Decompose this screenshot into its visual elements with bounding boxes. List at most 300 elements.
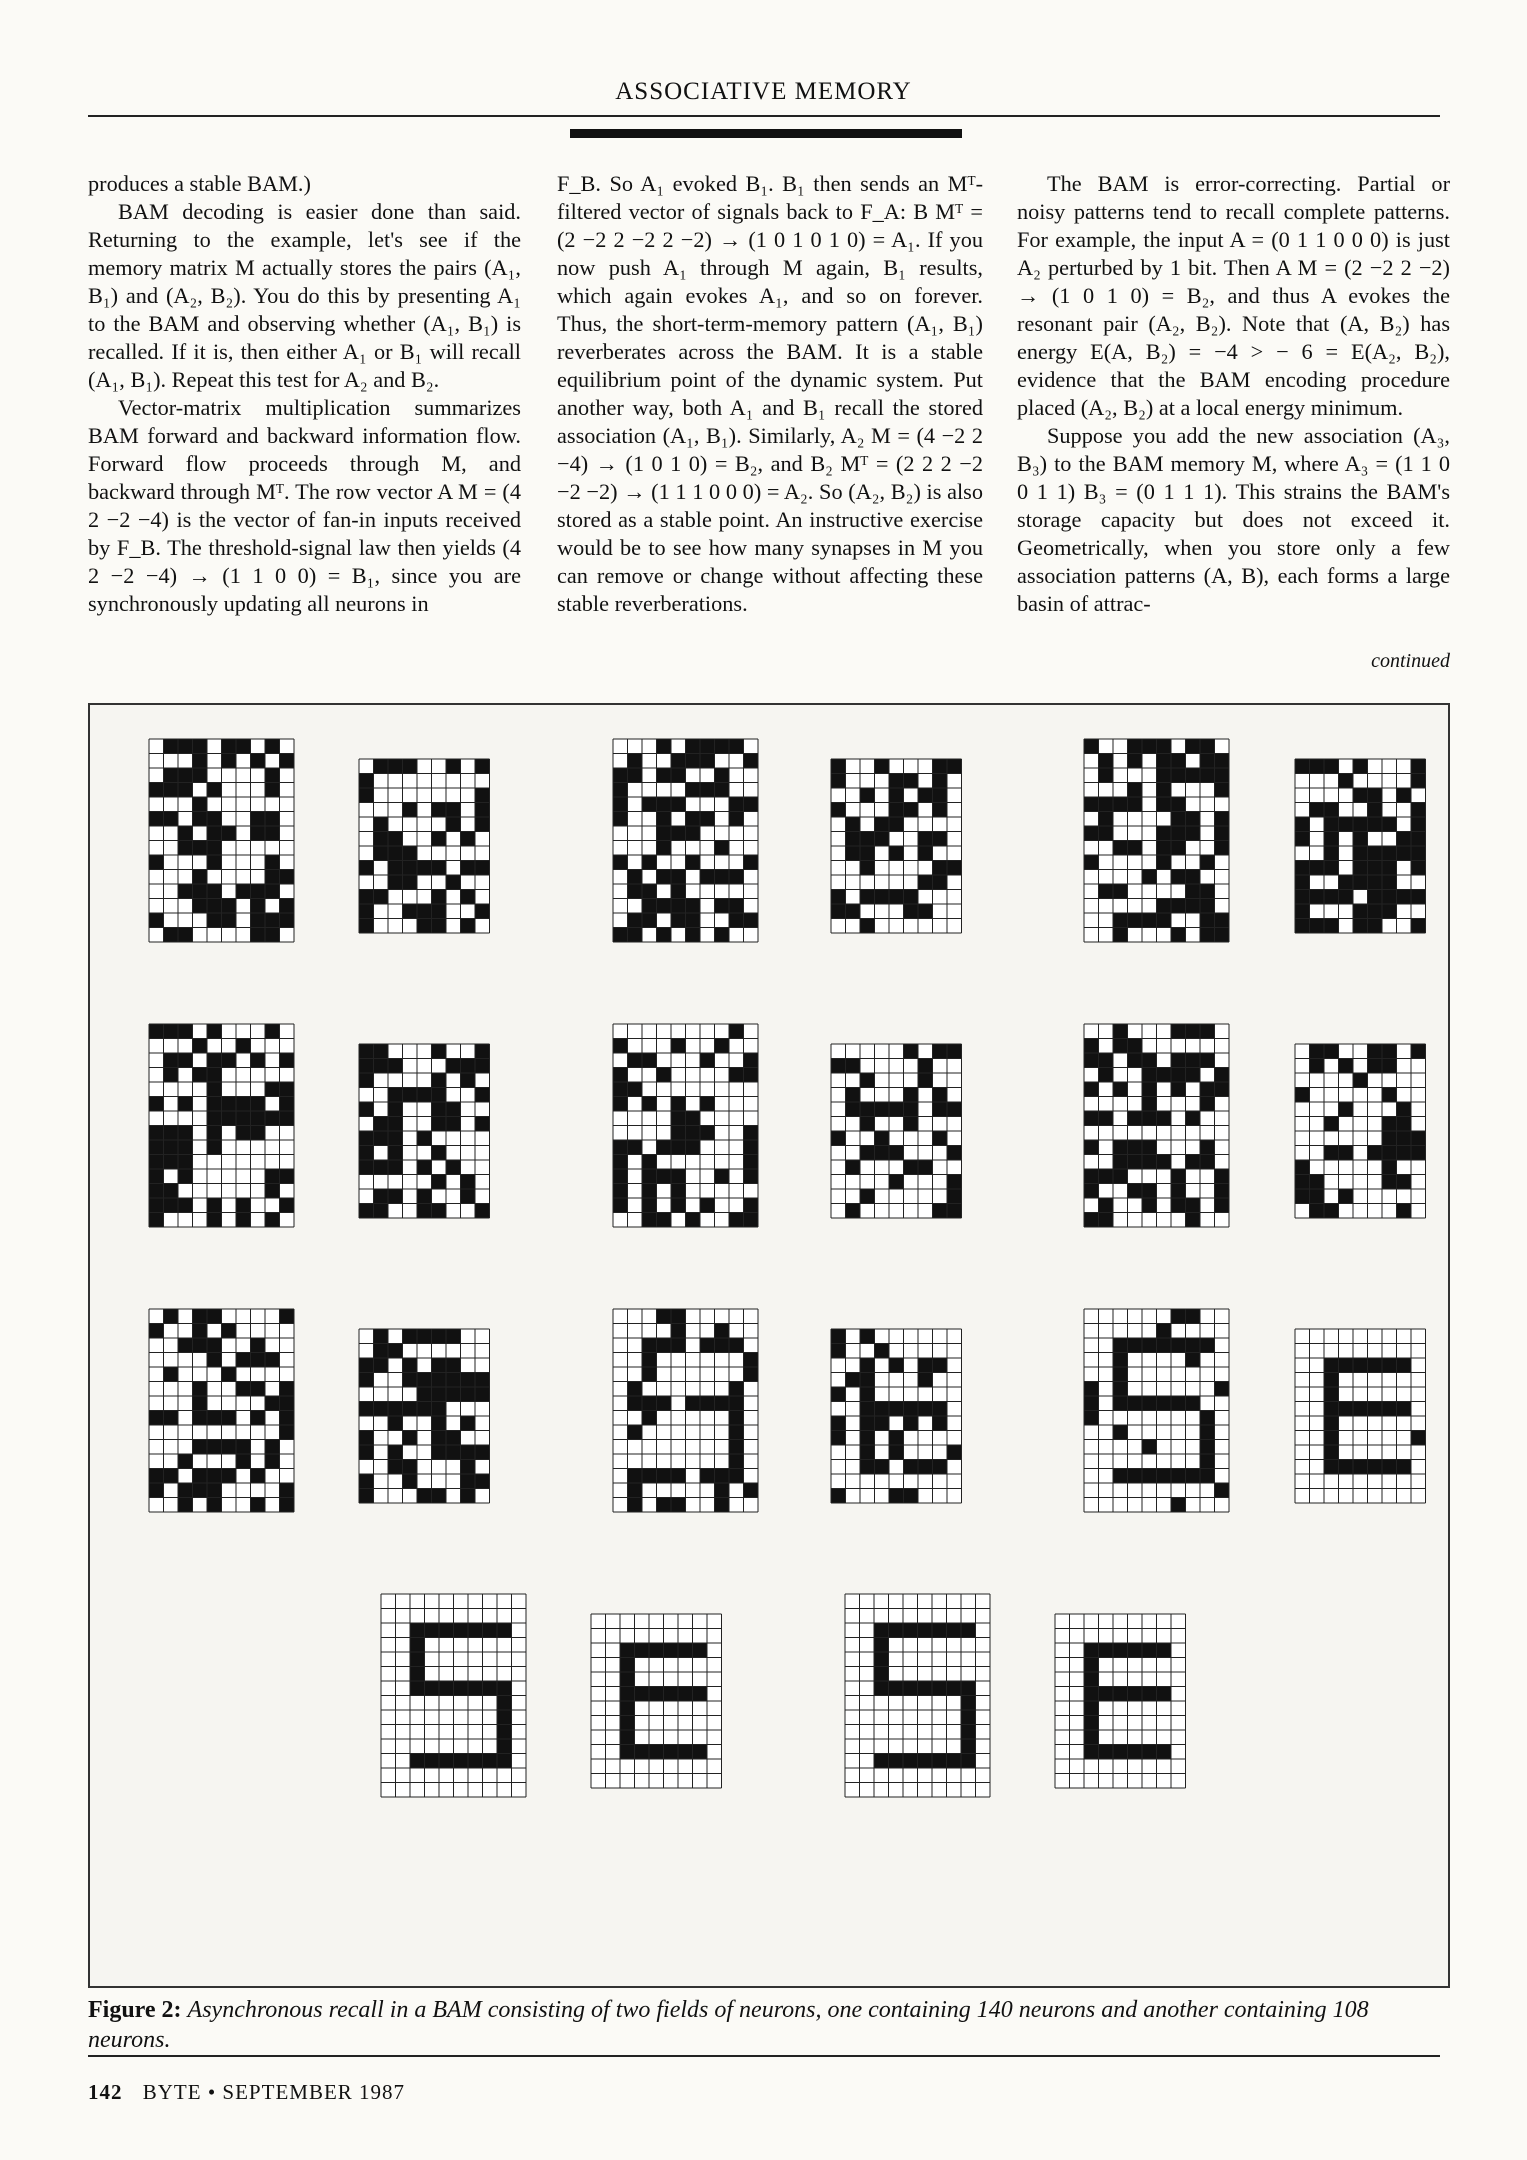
active-neuron-cell [425, 1681, 440, 1696]
active-neuron-cell [207, 1111, 222, 1126]
active-neuron-cell [1295, 759, 1310, 774]
active-neuron-cell [657, 1213, 672, 1228]
active-neuron-cell [1142, 1097, 1157, 1112]
active-neuron-cell [729, 1338, 744, 1353]
active-neuron-cell [403, 1431, 418, 1446]
active-neuron-cell [1215, 913, 1230, 928]
text-column-3 [1017, 170, 1450, 618]
active-neuron-cell [410, 1623, 425, 1638]
active-neuron-cell [657, 797, 672, 812]
active-neuron-cell [236, 1198, 251, 1213]
active-neuron-cell [1142, 1198, 1157, 1213]
text-column-2 [557, 170, 983, 618]
active-neuron-cell [1142, 1184, 1157, 1199]
active-neuron-cell [642, 1338, 657, 1353]
active-neuron-cell [932, 1358, 947, 1373]
active-neuron-cell [1171, 1498, 1186, 1513]
active-neuron-cell [461, 1460, 476, 1475]
active-neuron-cell [729, 1396, 744, 1411]
active-neuron-cell [359, 1489, 374, 1504]
active-neuron-cell [193, 1039, 208, 1054]
active-neuron-cell [1367, 1146, 1382, 1161]
active-neuron-cell [628, 1140, 643, 1155]
active-neuron-cell [475, 1088, 490, 1103]
active-neuron-cell [417, 1131, 432, 1146]
figure-caption [88, 1995, 1448, 2055]
active-neuron-cell [932, 1102, 947, 1117]
active-neuron-cell [918, 1059, 933, 1074]
active-neuron-cell [1142, 870, 1157, 885]
active-neuron-cell [1186, 1024, 1201, 1039]
active-neuron-cell [1099, 1213, 1114, 1228]
active-neuron-cell [1309, 861, 1324, 876]
active-neuron-cell [889, 1431, 904, 1446]
active-neuron-cell [251, 1126, 266, 1141]
active-neuron-cell [164, 1184, 179, 1199]
active-neuron-cell [874, 1131, 889, 1146]
active-neuron-cell [178, 1097, 193, 1112]
active-neuron-cell [149, 1184, 164, 1199]
active-neuron-cell [1113, 1425, 1128, 1440]
active-neuron-cell [657, 812, 672, 827]
active-neuron-cell [1186, 1338, 1201, 1353]
active-neuron-cell [1113, 841, 1128, 856]
active-neuron-cell [1142, 1469, 1157, 1484]
active-neuron-cell [889, 1358, 904, 1373]
active-neuron-cell [468, 1623, 483, 1638]
active-neuron-cell [1186, 1068, 1201, 1083]
active-neuron-cell [889, 1489, 904, 1504]
active-neuron-cell [1295, 1160, 1310, 1175]
active-neuron-cell [222, 739, 237, 754]
active-neuron-cell [686, 928, 701, 943]
active-neuron-cell [715, 1039, 730, 1054]
active-neuron-cell [1200, 1338, 1215, 1353]
active-neuron-cell [1084, 1672, 1099, 1687]
active-neuron-cell [729, 812, 744, 827]
active-neuron-cell [947, 1102, 962, 1117]
active-neuron-cell [1128, 841, 1143, 856]
active-neuron-cell [657, 1140, 672, 1155]
active-neuron-cell [1411, 803, 1426, 818]
active-neuron-cell [1171, 1184, 1186, 1199]
active-neuron-cell [628, 1396, 643, 1411]
active-neuron-cell [744, 754, 759, 769]
active-neuron-cell [715, 1396, 730, 1411]
active-neuron-cell [686, 826, 701, 841]
active-neuron-cell [918, 1460, 933, 1475]
active-neuron-cell [1171, 1024, 1186, 1039]
active-neuron-cell [1200, 1440, 1215, 1455]
active-neuron-cell [1084, 1382, 1099, 1397]
active-neuron-cell [1338, 1460, 1353, 1475]
active-neuron-cell [903, 1623, 918, 1638]
neuron-grid [148, 1023, 295, 1228]
neuron-grid [830, 1328, 963, 1504]
active-neuron-cell [207, 1213, 222, 1228]
active-neuron-cell [193, 1469, 208, 1484]
active-neuron-cell [628, 1483, 643, 1498]
active-neuron-cell [642, 1411, 657, 1426]
active-neuron-cell [432, 1102, 447, 1117]
active-neuron-cell [280, 1097, 295, 1112]
active-neuron-cell [1084, 1730, 1099, 1745]
active-neuron-cell [1157, 1155, 1172, 1170]
active-neuron-cell [1084, 1111, 1099, 1126]
active-neuron-cell [446, 1373, 461, 1388]
active-neuron-cell [1186, 1053, 1201, 1068]
active-neuron-cell [461, 1489, 476, 1504]
active-neuron-cell [1128, 1184, 1143, 1199]
active-neuron-cell [1353, 904, 1368, 919]
active-neuron-cell [1186, 899, 1201, 914]
active-neuron-cell [918, 1358, 933, 1373]
active-neuron-cell [1171, 754, 1186, 769]
active-neuron-cell [1324, 1431, 1339, 1446]
active-neuron-cell [947, 1623, 962, 1638]
active-neuron-cell [1396, 832, 1411, 847]
active-neuron-cell [1157, 1068, 1172, 1083]
active-neuron-cell [193, 797, 208, 812]
active-neuron-cell [620, 1716, 635, 1731]
active-neuron-cell [1157, 1469, 1172, 1484]
active-neuron-cell [642, 913, 657, 928]
active-neuron-cell [1142, 1111, 1157, 1126]
active-neuron-cell [1099, 812, 1114, 827]
active-neuron-cell [1128, 1687, 1143, 1702]
active-neuron-cell [207, 841, 222, 856]
active-neuron-cell [207, 1082, 222, 1097]
active-neuron-cell [265, 1184, 280, 1199]
active-neuron-cell [280, 1498, 295, 1513]
active-neuron-cell [475, 1044, 490, 1059]
active-neuron-cell [193, 1411, 208, 1426]
active-neuron-cell [613, 1039, 628, 1054]
active-neuron-cell [1186, 812, 1201, 827]
active-neuron-cell [1128, 1338, 1143, 1353]
active-neuron-cell [403, 1329, 418, 1344]
active-neuron-cell [178, 1053, 193, 1068]
active-neuron-cell [831, 1059, 846, 1074]
active-neuron-cell [642, 1097, 657, 1112]
active-neuron-cell [1382, 1160, 1397, 1175]
active-neuron-cell [403, 1088, 418, 1103]
active-neuron-cell [649, 1687, 664, 1702]
active-neuron-cell [461, 1175, 476, 1190]
active-neuron-cell [178, 768, 193, 783]
active-neuron-cell [715, 870, 730, 885]
active-neuron-cell [251, 1498, 266, 1513]
active-neuron-cell [1200, 899, 1215, 914]
active-neuron-cell [359, 1358, 374, 1373]
active-neuron-cell [446, 759, 461, 774]
active-neuron-cell [1396, 1402, 1411, 1417]
active-neuron-cell [932, 1623, 947, 1638]
active-neuron-cell [417, 1160, 432, 1175]
active-neuron-cell [1171, 1082, 1186, 1097]
active-neuron-cell [1382, 875, 1397, 890]
active-neuron-cell [657, 768, 672, 783]
active-neuron-cell [671, 1126, 686, 1141]
active-neuron-cell [961, 1623, 976, 1638]
active-neuron-cell [1113, 928, 1128, 943]
active-neuron-cell [932, 1088, 947, 1103]
active-neuron-cell [613, 768, 628, 783]
active-neuron-cell [236, 1382, 251, 1397]
active-neuron-cell [497, 1710, 512, 1725]
active-neuron-cell [461, 1189, 476, 1204]
active-neuron-cell [1338, 774, 1353, 789]
active-neuron-cell [178, 884, 193, 899]
active-neuron-cell [889, 803, 904, 818]
active-neuron-cell [729, 1382, 744, 1397]
active-neuron-cell [1382, 1175, 1397, 1190]
active-neuron-cell [1200, 1411, 1215, 1426]
active-neuron-cell [932, 1460, 947, 1475]
active-neuron-cell [729, 797, 744, 812]
active-neuron-cell [1353, 788, 1368, 803]
active-neuron-cell [417, 1402, 432, 1417]
active-neuron-cell [860, 1402, 875, 1417]
active-neuron-cell [1113, 1353, 1128, 1368]
active-neuron-cell [686, 1140, 701, 1155]
active-neuron-cell [1099, 1198, 1114, 1213]
active-neuron-cell [700, 783, 715, 798]
active-neuron-cell [178, 841, 193, 856]
active-neuron-cell [671, 797, 686, 812]
active-neuron-cell [613, 1169, 628, 1184]
active-neuron-cell [280, 1425, 295, 1440]
active-neuron-cell [388, 846, 403, 861]
active-neuron-cell [1157, 754, 1172, 769]
active-neuron-cell [374, 1160, 389, 1175]
active-neuron-cell [388, 1416, 403, 1431]
active-neuron-cell [461, 1059, 476, 1074]
active-neuron-cell [1128, 1155, 1143, 1170]
active-neuron-cell [1113, 1687, 1128, 1702]
active-neuron-cell [446, 1117, 461, 1132]
active-neuron-cell [613, 928, 628, 943]
active-neuron-cell [729, 1213, 744, 1228]
active-neuron-cell [903, 1102, 918, 1117]
active-neuron-cell [874, 1681, 889, 1696]
active-neuron-cell [1324, 1402, 1339, 1417]
active-neuron-cell [642, 1396, 657, 1411]
active-neuron-cell [700, 1396, 715, 1411]
active-neuron-cell [446, 1329, 461, 1344]
active-neuron-cell [715, 739, 730, 754]
active-neuron-cell [903, 774, 918, 789]
active-neuron-cell [178, 1198, 193, 1213]
active-neuron-cell [251, 1097, 266, 1112]
active-neuron-cell [620, 1687, 635, 1702]
active-neuron-cell [628, 928, 643, 943]
active-neuron-cell [164, 1126, 179, 1141]
active-neuron-cell [222, 899, 237, 914]
active-neuron-cell [461, 861, 476, 876]
active-neuron-cell [1084, 1082, 1099, 1097]
active-neuron-cell [178, 1169, 193, 1184]
active-neuron-cell [903, 1489, 918, 1504]
active-neuron-cell [1113, 1367, 1128, 1382]
page-number: 142 [88, 2080, 123, 2104]
active-neuron-cell [693, 1745, 708, 1760]
active-neuron-cell [1142, 1140, 1157, 1155]
active-neuron-cell [932, 803, 947, 818]
active-neuron-cell [686, 1111, 701, 1126]
active-neuron-cell [432, 1204, 447, 1219]
active-neuron-cell [251, 884, 266, 899]
active-neuron-cell [1128, 1140, 1143, 1155]
neuron-grid [148, 1308, 295, 1513]
active-neuron-cell [439, 1623, 454, 1638]
active-neuron-cell [729, 1068, 744, 1083]
neuron-grid [830, 1043, 963, 1219]
active-neuron-cell [947, 1445, 962, 1460]
active-neuron-cell [1215, 1068, 1230, 1083]
active-neuron-cell [1128, 754, 1143, 769]
active-neuron-cell [1157, 841, 1172, 856]
active-neuron-cell [1186, 1353, 1201, 1368]
active-neuron-cell [1142, 1155, 1157, 1170]
active-neuron-cell [1338, 875, 1353, 890]
active-neuron-cell [149, 1140, 164, 1155]
active-neuron-cell [410, 1638, 425, 1653]
active-neuron-cell [149, 1169, 164, 1184]
active-neuron-cell [388, 1102, 403, 1117]
active-neuron-cell [961, 1681, 976, 1696]
active-neuron-cell [831, 1416, 846, 1431]
active-neuron-cell [461, 1416, 476, 1431]
active-neuron-cell [1200, 1425, 1215, 1440]
active-neuron-cell [1099, 1169, 1114, 1184]
active-neuron-cell [374, 1204, 389, 1219]
active-neuron-cell [207, 826, 222, 841]
active-neuron-cell [613, 1082, 628, 1097]
active-neuron-cell [1215, 1483, 1230, 1498]
active-neuron-cell [178, 1454, 193, 1469]
active-neuron-cell [671, 768, 686, 783]
active-neuron-cell [1309, 759, 1324, 774]
active-neuron-cell [1157, 1643, 1172, 1658]
active-neuron-cell [1353, 875, 1368, 890]
active-neuron-cell [1200, 884, 1215, 899]
active-neuron-cell [432, 1387, 447, 1402]
active-neuron-cell [845, 846, 860, 861]
active-neuron-cell [700, 1126, 715, 1141]
active-neuron-cell [671, 1324, 686, 1339]
active-neuron-cell [417, 1088, 432, 1103]
active-neuron-cell [193, 1440, 208, 1455]
active-neuron-cell [1171, 841, 1186, 856]
active-neuron-cell [1411, 890, 1426, 905]
active-neuron-cell [222, 1324, 237, 1339]
active-neuron-cell [1099, 826, 1114, 841]
active-neuron-cell [860, 1431, 875, 1446]
active-neuron-cell [1099, 884, 1114, 899]
active-neuron-cell [1353, 759, 1368, 774]
active-neuron-cell [1309, 919, 1324, 934]
active-neuron-cell [649, 1745, 664, 1760]
active-neuron-cell [613, 1068, 628, 1083]
active-neuron-cell [164, 1053, 179, 1068]
active-neuron-cell [744, 797, 759, 812]
active-neuron-cell [1186, 826, 1201, 841]
active-neuron-cell [729, 1454, 744, 1469]
active-neuron-cell [461, 832, 476, 847]
active-neuron-cell [207, 1140, 222, 1155]
active-neuron-cell [947, 1754, 962, 1769]
active-neuron-cell [497, 1739, 512, 1754]
active-neuron-cell [1142, 1068, 1157, 1083]
neuron-grid [358, 758, 491, 934]
active-neuron-cell [1295, 890, 1310, 905]
active-neuron-cell [845, 832, 860, 847]
active-neuron-cell [1367, 861, 1382, 876]
active-neuron-cell [207, 1053, 222, 1068]
active-neuron-cell [280, 1198, 295, 1213]
active-neuron-cell [889, 1681, 904, 1696]
active-neuron-cell [432, 904, 447, 919]
active-neuron-cell [744, 1169, 759, 1184]
continued-label: continued [1371, 650, 1450, 672]
active-neuron-cell [613, 1198, 628, 1213]
active-neuron-cell [446, 1102, 461, 1117]
active-neuron-cell [1200, 1155, 1215, 1170]
active-neuron-cell [860, 846, 875, 861]
active-neuron-cell [1295, 832, 1310, 847]
active-neuron-cell [388, 861, 403, 876]
active-neuron-cell [1295, 1175, 1310, 1190]
active-neuron-cell [642, 884, 657, 899]
active-neuron-cell [207, 899, 222, 914]
active-neuron-cell [932, 1044, 947, 1059]
active-neuron-cell [432, 832, 447, 847]
neuron-grid [1083, 1023, 1230, 1228]
active-neuron-cell [388, 1189, 403, 1204]
active-neuron-cell [1084, 1658, 1099, 1673]
active-neuron-cell [1215, 754, 1230, 769]
active-neuron-cell [1295, 817, 1310, 832]
active-neuron-cell [193, 1309, 208, 1324]
active-neuron-cell [700, 812, 715, 827]
active-neuron-cell [874, 1623, 889, 1638]
active-neuron-cell [744, 1140, 759, 1155]
active-neuron-cell [903, 803, 918, 818]
active-neuron-cell [1157, 1396, 1172, 1411]
active-neuron-cell [1084, 1716, 1099, 1731]
active-neuron-cell [1295, 875, 1310, 890]
active-neuron-cell [359, 1160, 374, 1175]
active-neuron-cell [671, 1498, 686, 1513]
active-neuron-cell [193, 739, 208, 754]
active-neuron-cell [1200, 913, 1215, 928]
active-neuron-cell [903, 1681, 918, 1696]
active-neuron-cell [686, 1213, 701, 1228]
active-neuron-cell [874, 1146, 889, 1161]
active-neuron-cell [845, 817, 860, 832]
active-neuron-cell [903, 904, 918, 919]
active-neuron-cell [860, 1460, 875, 1475]
active-neuron-cell [715, 783, 730, 798]
active-neuron-cell [1084, 1169, 1099, 1184]
active-neuron-cell [1157, 1111, 1172, 1126]
active-neuron-cell [1309, 1059, 1324, 1074]
active-neuron-cell [1084, 1396, 1099, 1411]
active-neuron-cell [1128, 783, 1143, 798]
active-neuron-cell [889, 774, 904, 789]
active-neuron-cell [388, 759, 403, 774]
